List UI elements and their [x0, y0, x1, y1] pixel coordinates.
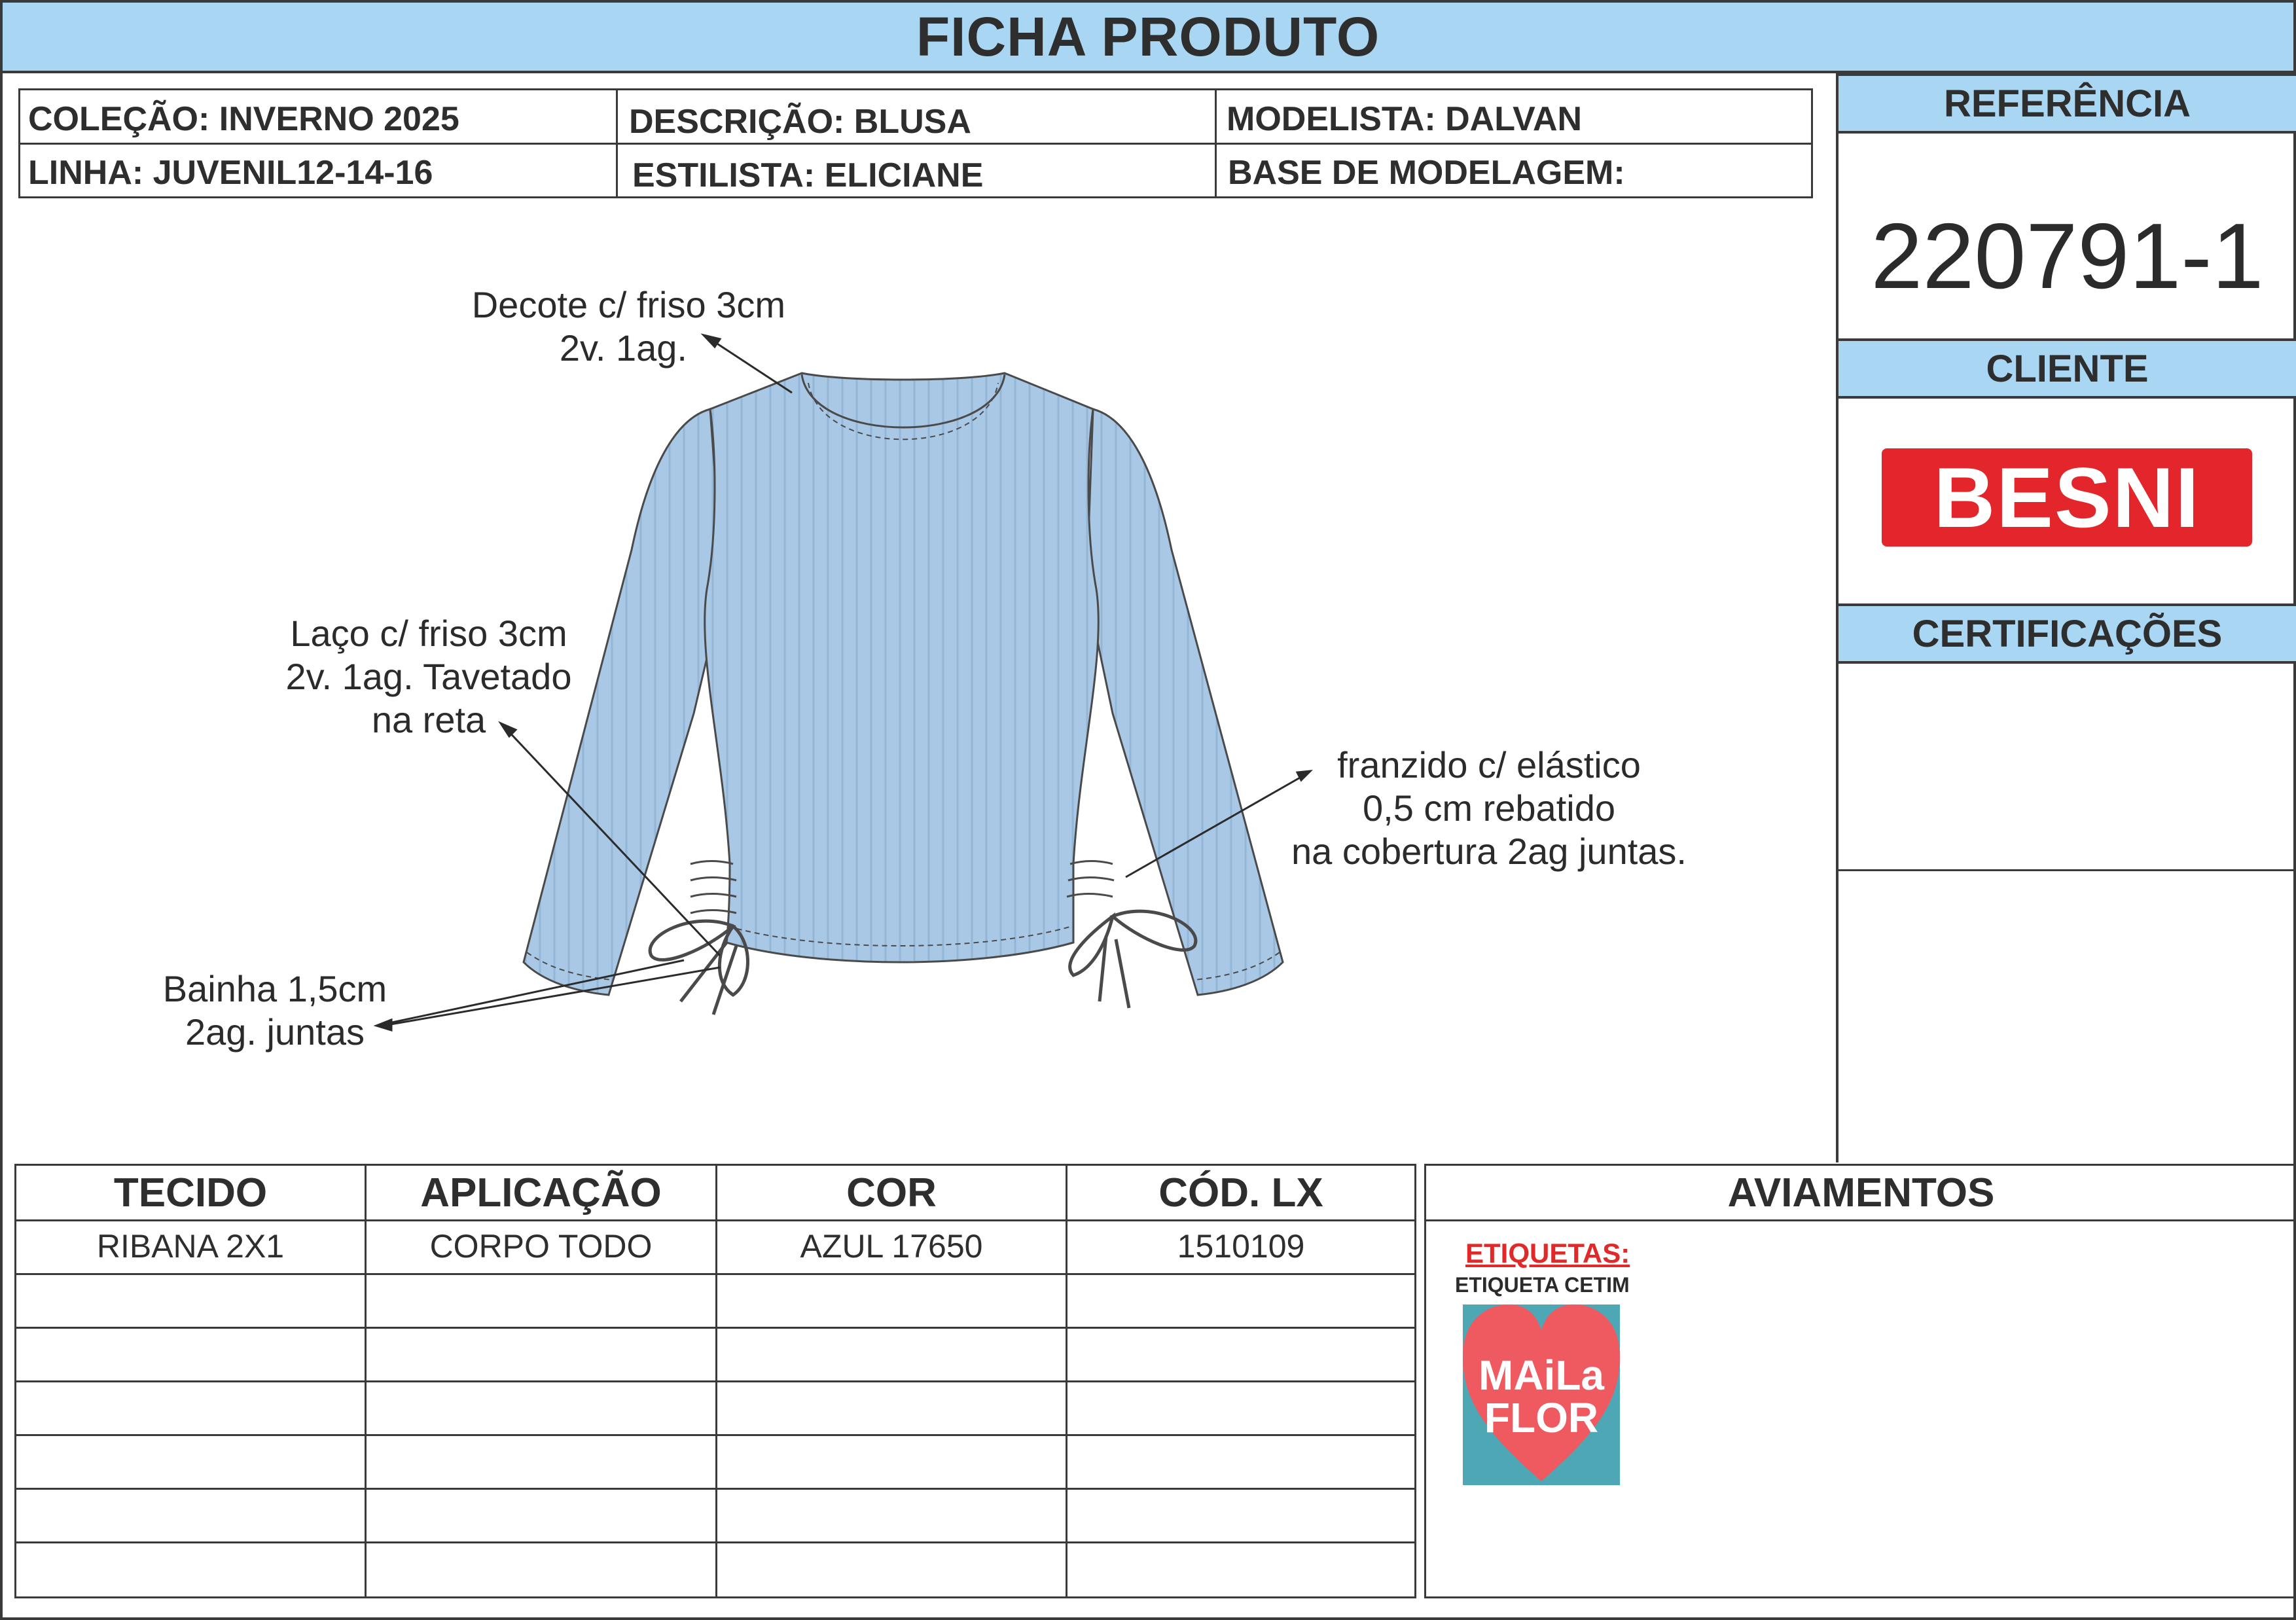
- linha-field: LINHA: JUVENIL12-14-16: [28, 154, 433, 192]
- materials-table: [14, 1164, 1416, 1598]
- header-cod-lx: CÓD. LX: [1158, 1170, 1323, 1215]
- besni-logo: [1882, 448, 2252, 547]
- header-cor: COR: [846, 1170, 937, 1215]
- estilista-field: ESTILISTA: ELICIANE: [632, 156, 984, 194]
- modelista-field: MODELISTA: DALVAN: [1227, 100, 1583, 138]
- table-row-divider: [16, 1327, 1414, 1329]
- base-modelagem-field: BASE DE MODELAGEM:: [1228, 154, 1625, 192]
- bainha-note: Bainha 1,5cm 2ag. juntas: [162, 968, 387, 1053]
- cell-tecido: RIBANA 2X1: [96, 1228, 285, 1265]
- franzido-note: franzido c/ elástico 0,5 cm rebatido na cobertura 2ag juntas.: [1291, 744, 1687, 872]
- referencia-value: 220791-1: [1871, 204, 2264, 308]
- colecao-field: COLEÇÃO: INVERNO 2025: [28, 100, 459, 138]
- laco-note: Laço c/ friso 3cm 2v. 1ag. Tavetado na reta: [285, 613, 572, 740]
- certificacoes-header: CERTIFICAÇÕES: [1839, 603, 2296, 664]
- etiquetas-label: ETIQUETAS:: [1465, 1238, 1630, 1269]
- cliente-header: CLIENTE: [1839, 338, 2296, 399]
- header-tecido: TECIDO: [113, 1170, 268, 1215]
- right-panel: [1836, 73, 2296, 1162]
- table-row-divider: [16, 1488, 1414, 1490]
- table-row-divider: [16, 1541, 1414, 1543]
- aviamentos-panel: [1424, 1164, 2296, 1598]
- table-row-divider: [16, 1434, 1414, 1436]
- etiqueta-cetim-label: ETIQUETA CETIM: [1455, 1273, 1630, 1297]
- label-logo-line1: MAiLa: [1479, 1352, 1604, 1399]
- certificacoes-divider: [1839, 869, 2296, 871]
- aviamentos-header: AVIAMENTOS: [1426, 1166, 2296, 1221]
- cell-cod-lx: 1510109: [1177, 1228, 1305, 1265]
- referencia-header: REFERÊNCIA: [1839, 73, 2296, 134]
- cell-cor: AZUL 17650: [800, 1228, 983, 1265]
- blouse-body: [705, 373, 1099, 962]
- besni-logo-text: BESNI: [1933, 450, 2200, 545]
- label-logo-line2: FLOR: [1484, 1394, 1599, 1441]
- page-title: FICHA PRODUTO: [3, 3, 2293, 73]
- descricao-field: DESCRIÇÃO: BLUSA: [629, 103, 971, 141]
- right-sleeve: [1086, 409, 1283, 995]
- table-row-divider: [16, 1273, 1414, 1275]
- decote-note: Decote c/ friso 3cm 2v. 1ag.: [471, 284, 785, 369]
- maila-flor-label-logo: [1463, 1305, 1620, 1485]
- table-row-divider: [16, 1380, 1414, 1382]
- header-aplicacao: APLICAÇÃO: [420, 1170, 662, 1215]
- cell-aplicacao: CORPO TODO: [429, 1228, 653, 1265]
